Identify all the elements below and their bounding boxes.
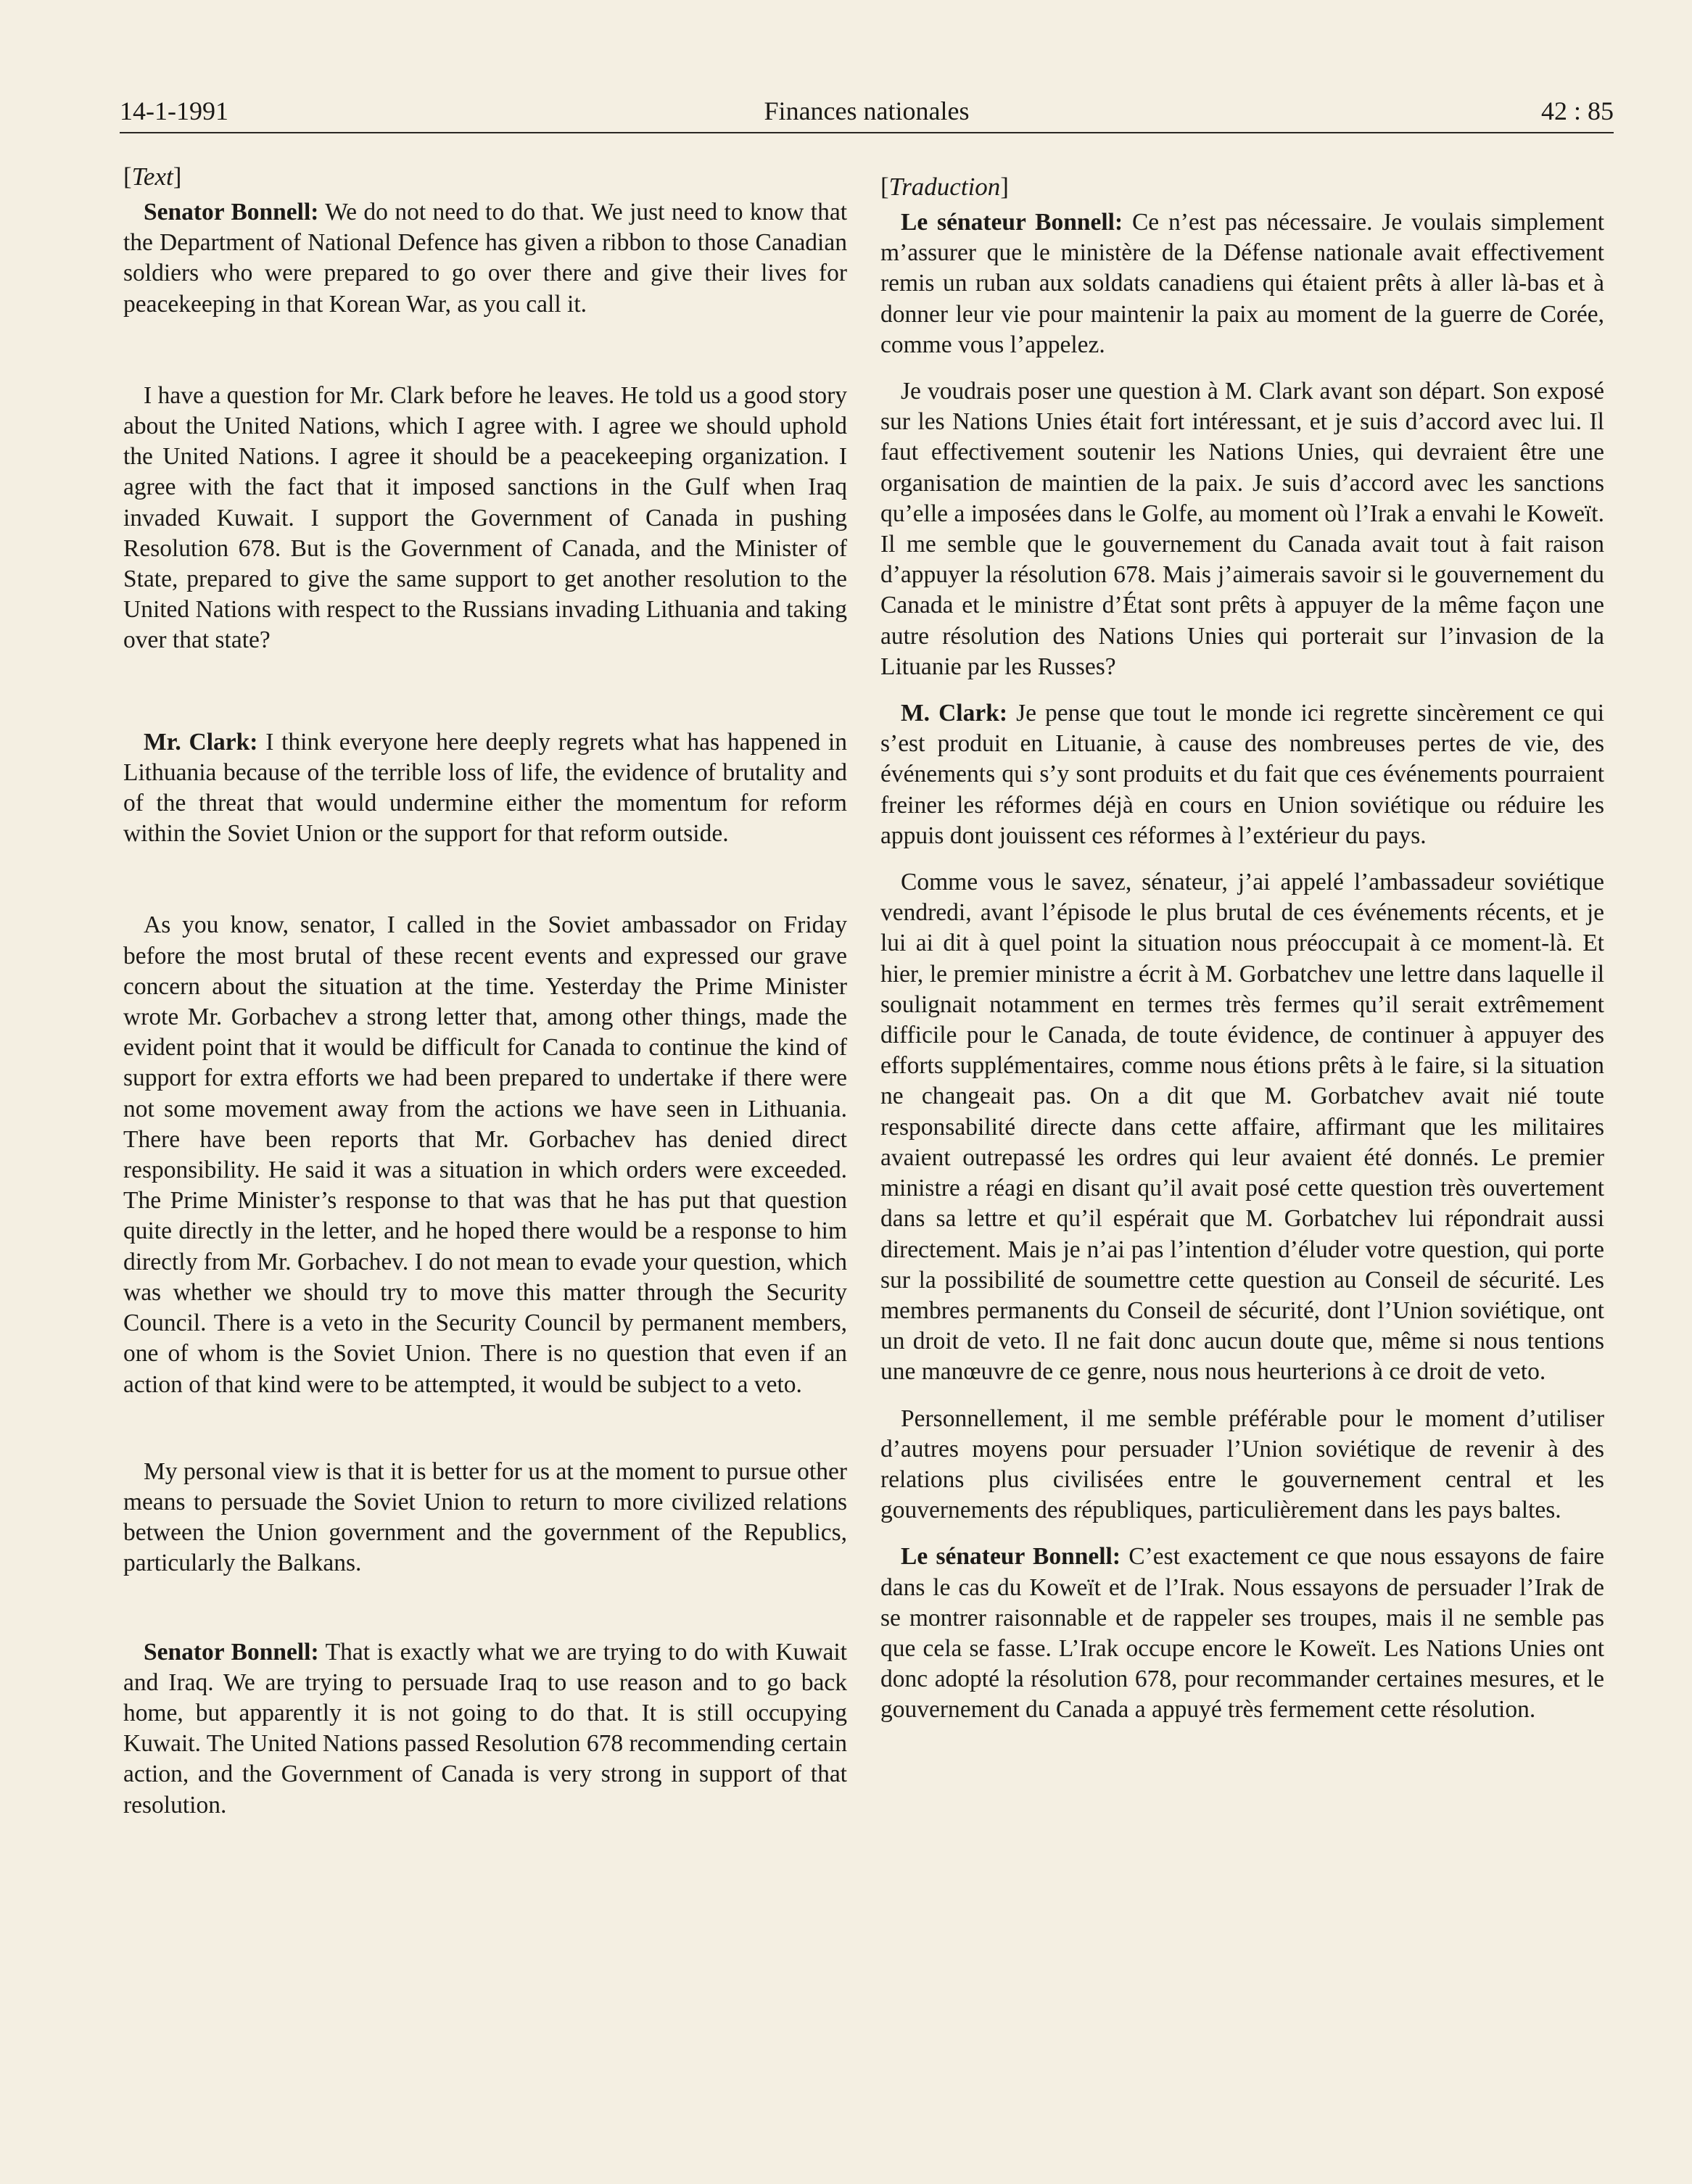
english-column [123,161,847,1821]
header-date: 14-1-1991 [120,96,228,125]
paragraph-fr-5: Personnellement, il me semble préférable pour le moment d’utiliser d’autres moyens pour persuader l’Union soviétique de revenir à des relations plus civilisées entre le gouvernement central et les gouvernements des républiques, particulièrement dans les pays baltes. [880,1405,1604,1524]
paragraph-en-1: Senator Bonnell: We do not need to do that. We just need to know that the Department of National Defence has given a ribbon to those Canadian soldiers who were prepared to go over there and give their lives for peacekeeping in that Korean War, as you call it. [123,199,847,318]
speaker-name: Le sénateur Bonnell: [901,1543,1121,1571]
header-page-number: 42 : 85 [1540,96,1614,125]
paragraph-en-6: Senator Bonnell: That is exactly what we are trying to do with Kuwait and Iraq. We are trying to persuade Iraq to use reason and to go back home, but apparently it is not going to do that. It is still occupying Kuwait. The United Nations passed Resolution 678 recommending certain action, and the Government of Canada is very strong in support of that resolution. [123,1638,847,1819]
paragraph-en-4: As you know, senator, I called in the Soviet ambassador on Friday before the most brutal of these recent events and expressed our grave concern about the situation at the time. Yesterday the Prime Minister wrote Mr. Gorbachev a strong letter that, among other things, made the evident point that it would be difficult for Canada to continue the kind of support for extra efforts we had been prepared to undertake if there were not some movement away from the actions we have seen in Lithuania. There have been reports that Mr. Gorbachev has denied direct responsibility. He said it was a situation in which orders were exceeded. The Prime Minister’s response to that was that he has put that question quite directly in the letter, and he hoped there would be a response to him directly from Mr. Gorbachev. I do not mean to evade your question, which was whether we should try to move this matter through the Security Council. There is a veto in the Security Council by permanent members, one of whom is the Soviet Union. There is no question that even if an action of that kind were to be attempted, it would be subject to a veto. [123,911,847,1398]
paragraph-en-3: Mr. Clark: I think everyone here deeply regrets what has happened in Lithuania because of the terrible loss of life, the evidence of brutality and of the threat that would undermine either the momentum for reform within the Soviet Union or the support for that reform outside. [123,728,847,848]
speaker-name: Senator Bonnell: [144,199,319,226]
language-marker-english: [Text] [123,162,182,191]
paragraph-fr-2: Je voudrais poser une question à M. Clark avant son départ. Son exposé sur les Nations Unies était fort intéressant, et je suis d’accord avec lui. Il faut effectivement soutenir les Nations Unies, qui devraient être une organisation de maintien de la paix. Je suis d’accord avec les sanctions qu’elle a imposées dans le Golfe, au moment où l’Irak a envahi le Koweït. Il me semble que le gouvernement du Canada avait tout à fait raison d’appuyer la résolution 678. Mais j’aimerais savoir si le gouvernement du Canada et le ministre d’État sont prêts à appuyer de la même façon une autre résolution des Nations Unies qui porterait sur l’invasion de la Lituanie par les Russes? [880,378,1604,680]
running-header [120,86,1614,133]
speaker-name: M. Clark: [901,700,1007,727]
paragraph-en-2: I have a question for Mr. Clark before he leaves. He told us a good story about the United Nations, which I agree with. I agree we should uphold the United Nations. I agree it should be a peacekeeping organization. I agree with the fact that it imposed sanctions in the Gulf when Iraq invaded Kuwait. I support the Government of Canada in pushing Resolution 678. But is the Government of Canada, and the Minister of State, prepared to give the same support to get another resolution to the United Nations with respect to the Russians invading Lithuania and taking over that state? [123,381,847,654]
paragraph-fr-4: Comme vous le savez, sénateur, j’ai appelé l’ambassadeur soviétique vendredi, avant l’épisode le plus brutal de ces événements récents, et je lui ai dit à quel point la situation nous préoccupait à ce moment-là. Et hier, le premier ministre a écrit à M. Gorbatchev une lettre dans laquelle il soulignait notamment en termes très fermes qu’il serait extrêmement difficile pour le Canada, de toute évidence, de continuer à appuyer des efforts supplémentaires, comme nous étions prêts à le faire, si la situation ne changeait pas. On a dit que M. Gorbatchev avait nié toute responsabilité directe dans cette affaire, affirmant que les militaires avaient outrepassé les ordres qui leur avaient été donnés. Le premier ministre a réagi en disant qu’il avait posé cette question très ouvertement dans sa lettre et qu’il espérait que M. Gorbatchev lui répondrait aussi directement. Mais je n’ai pas l’intention d’éluder votre question, qui porte sur la possibilité de soumettre cette question au Conseil de sécurité. Les membres permanents du Conseil de sécurité, dont l’Union soviétique, ont un droit de veto. Il ne fait donc aucun doute que, même si nous tentions une manœuvre de ce genre, nous nous heurterions à ce droit de veto. [880,869,1604,1386]
header-title: Finances nationales [764,96,970,125]
speaker-name: Senator Bonnell: [144,1638,319,1666]
french-column [880,161,1604,1726]
paragraph-fr-3: M. Clark: Je pense que tout le monde ici regrette sincèrement ce qui s’est produit en Lituanie, à cause des nombreuses pertes de vie, des événements qui s’y sont produits et du fait que ces événements pourraient freiner les réformes déjà en cours en Union soviétique ou réduire les appuis dont jouissent ces réformes à l’extérieur du pays. [880,700,1604,849]
paragraph-fr-1: Le sénateur Bonnell: Ce n’est pas nécessaire. Je voulais simplement m’assurer que le ministère de la Défense nationale avait effectivement remis un ruban aux soldats canadiens qui étaient prêts à aller là-bas et à donner leur vie pour maintenir la paix au moment de la guerre de Corée, comme vous l’appelez. [880,209,1604,358]
language-marker-french: [Traduction] [880,173,1009,201]
paragraph-fr-6: Le sénateur Bonnell: C’est exactement ce que nous essayons de faire dans le cas du Koweït et de l’Irak. Nous essayons de persuader l’Irak de se montrer raisonnable et de rappeler ses troupes, mais il ne semble pas que cela se fasse. L’Irak occupe encore le Koweït. Les Nations Unies ont donc adopté la résolution 678, pour recommander certaines mesures, et le gouvernement du Canada a appuyé très fermement cette résolution. [880,1543,1605,1724]
speaker-name: Le sénateur Bonnell: [901,209,1123,236]
paragraph-en-5: My personal view is that it is better for us at the moment to pursue other means to persuade the Soviet Union to return to more civilized relations between the Union government and the government of the Republics, particularly the Balkans. [123,1457,847,1577]
speaker-name: Mr. Clark: [144,728,258,756]
